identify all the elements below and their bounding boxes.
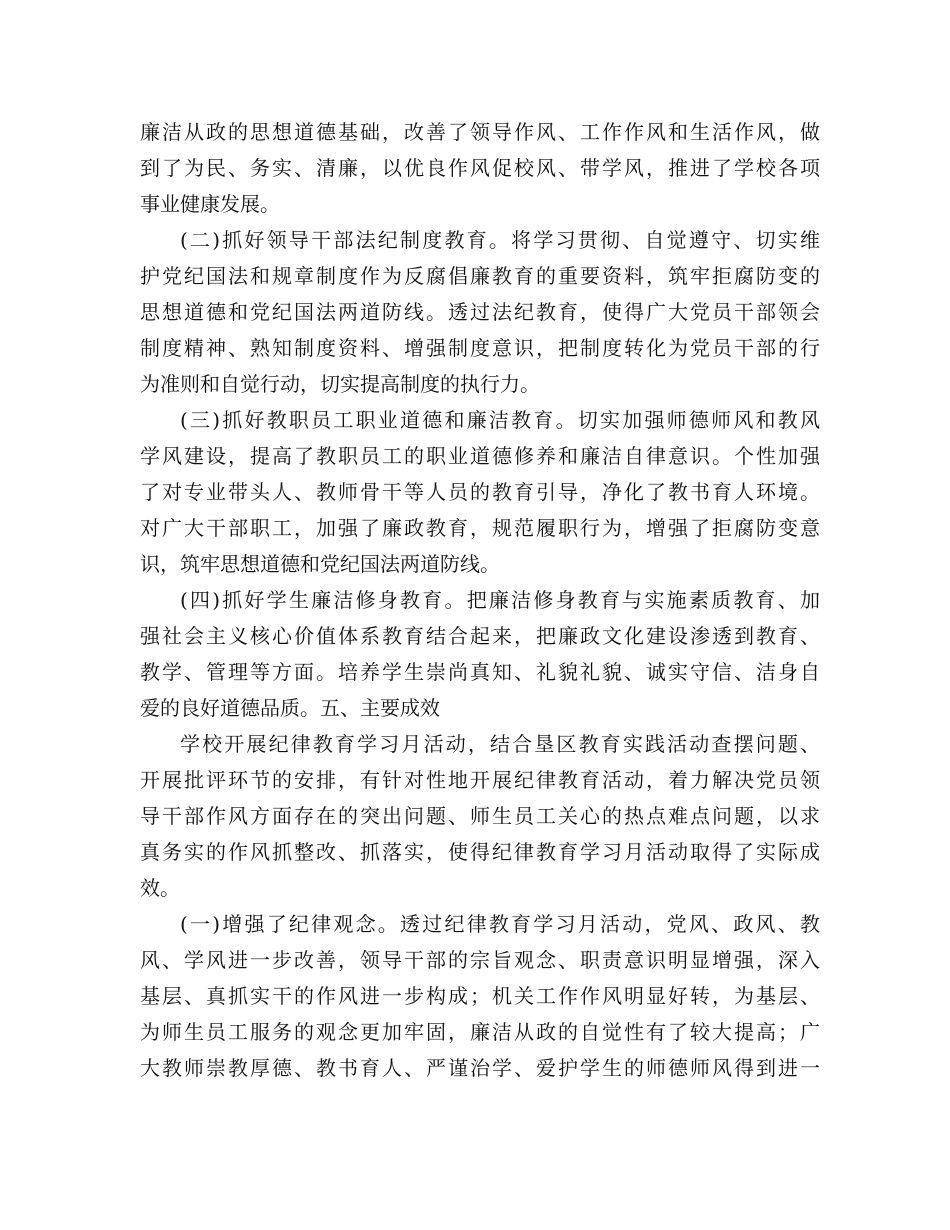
text-line: 教学、管理等方面。培养学生崇尚真知、礼貌礼貌、诚实守信、洁身自	[140, 660, 820, 684]
text-line: (四)抓好学生廉洁修身教育。把廉洁修身教育与实施素质教育、加	[180, 588, 820, 612]
text-line: 思想道德和党纪国法两道防线。透过法纪教育，使得广大党员干部领会	[140, 300, 820, 324]
text-line: (一)增强了纪律观念。透过纪律教育学习月活动，党风、政风、教	[180, 912, 820, 936]
text-line: 开展批评环节的安排，有针对性地开展纪律教育活动，着力解决党员领	[140, 768, 820, 792]
text-line: 了对专业带头人、教师骨干等人员的教育引导，净化了教书育人环境。	[140, 480, 820, 504]
text-line: 对广大干部职工，加强了廉政教育，规范履职行为，增强了拒腐防变意	[140, 516, 820, 540]
text-line: 廉洁从政的思想道德基础，改善了领导作风、工作作风和生活作风，做	[140, 120, 820, 144]
text-line: (三)抓好教职员工职业道德和廉洁教育。切实加强师德师风和教风	[180, 408, 820, 432]
text-line: 识，筑牢思想道德和党纪国法两道防线。	[140, 552, 500, 576]
text-line: 导干部作风方面存在的突出问题、师生员工关心的热点难点问题，以求	[140, 804, 820, 828]
text-line: 为师生员工服务的观念更加牢固，廉洁从政的自觉性有了较大提高；广	[140, 1020, 820, 1044]
text-line: 真务实的作风抓整改、抓落实，使得纪律教育学习月活动取得了实际成	[140, 840, 820, 864]
text-line: 爱的良好道德品质。五、主要成效	[140, 696, 440, 720]
text-line: 大教师崇教厚德、教书育人、严谨治学、爱护学生的师德师风得到进一	[140, 1056, 820, 1080]
text-line: 护党纪国法和规章制度作为反腐倡廉教育的重要资料，筑牢拒腐防变的	[140, 264, 820, 288]
text-line: 学风建设，提高了教职员工的职业道德修养和廉洁自律意识。个性加强	[140, 444, 820, 468]
text-line: 效。	[140, 876, 180, 900]
text-line: 到了为民、务实、清廉，以优良作风促校风、带学风，推进了学校各项	[140, 156, 820, 180]
text-line: 强社会主义核心价值体系教育结合起来，把廉政文化建设渗透到教育、	[140, 624, 820, 648]
text-line: 学校开展纪律教育学习月活动，结合垦区教育实践活动查摆问题、	[180, 732, 820, 756]
text-line: 为准则和自觉行动，切实提高制度的执行力。	[140, 372, 540, 396]
text-line: 基层、真抓实干的作风进一步构成；机关工作作风明显好转，为基层、	[140, 984, 820, 1008]
text-line: 事业健康发展。	[140, 192, 280, 216]
text-line: 风、学风进一步改善，领导干部的宗旨观念、职责意识明显增强，深入	[140, 948, 820, 972]
text-line: 制度精神、熟知制度资料、增强制度意识，把制度转化为党员干部的行	[140, 336, 820, 360]
text-line: (二)抓好领导干部法纪制度教育。将学习贯彻、自觉遵守、切实维	[180, 228, 820, 252]
